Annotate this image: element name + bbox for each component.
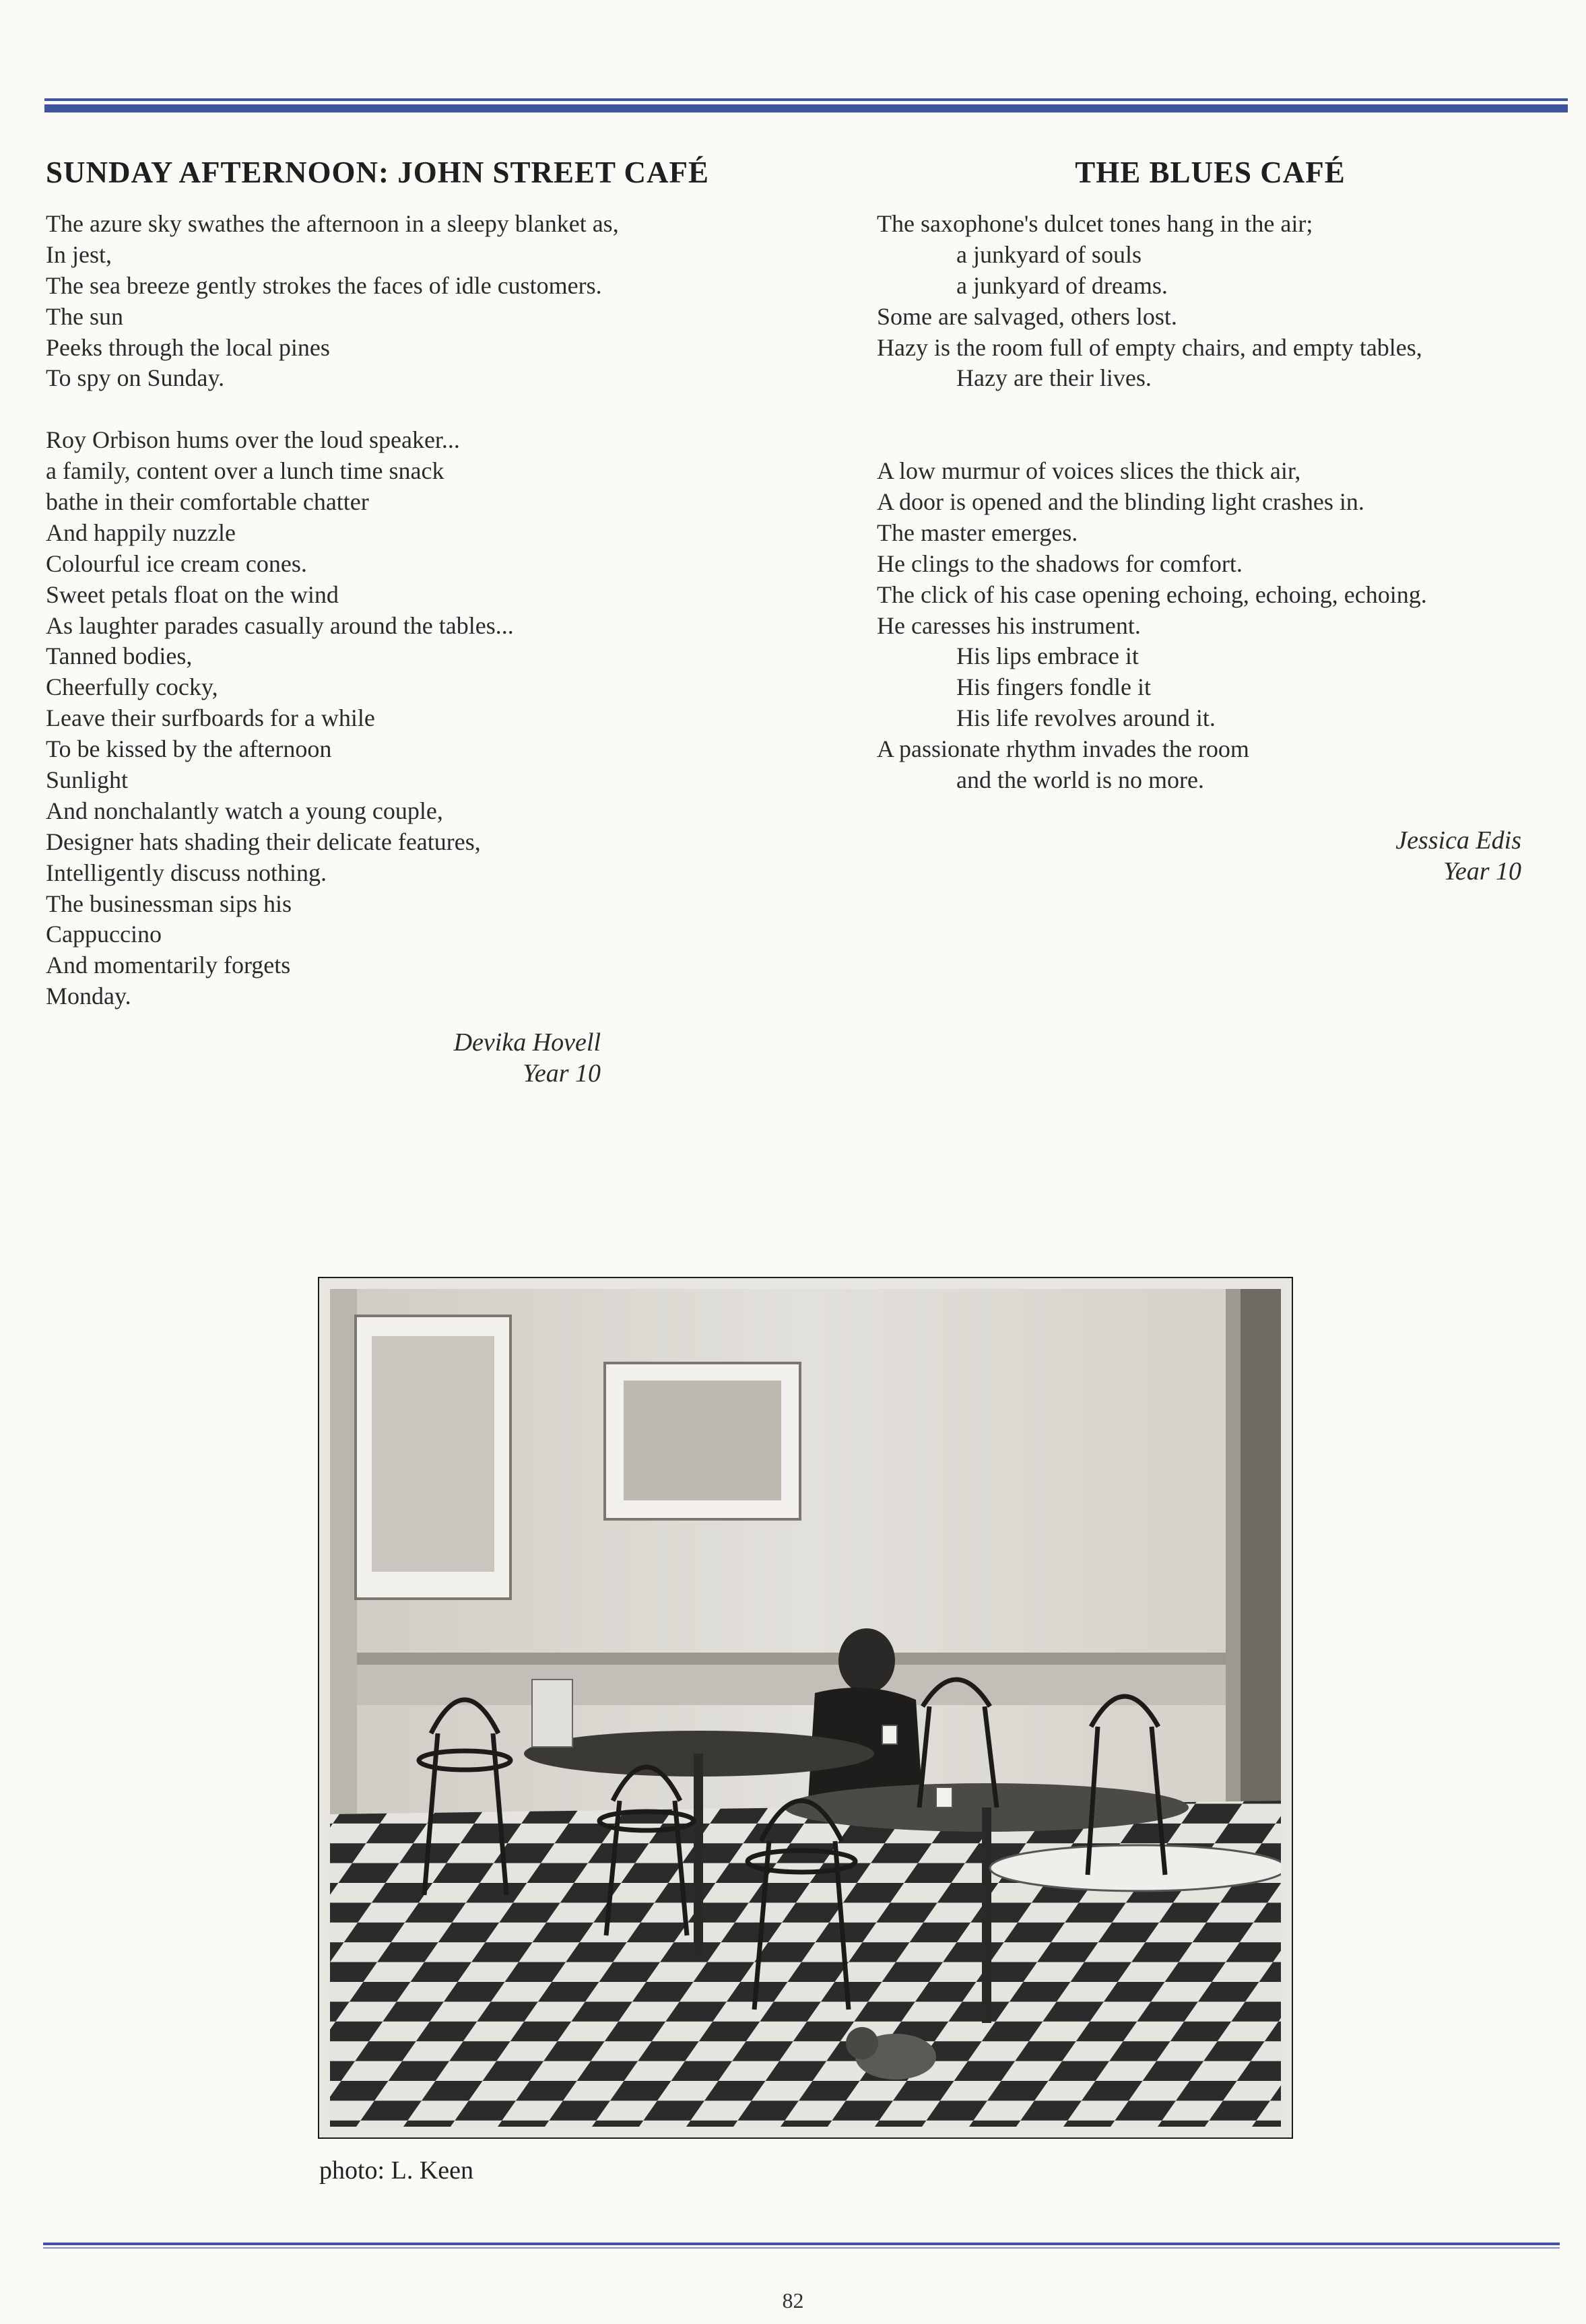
poem-line: He clings to the shadows for comfort. [877, 550, 1243, 577]
right-poem-byline [877, 825, 1521, 887]
right-poem-year: Year 10 [1443, 857, 1521, 886]
poem-line: bathe in their comfortable chatter [46, 488, 369, 516]
left-poem-title: SUNDAY AFTERNOON: JOHN STREET CAFÉ [46, 156, 709, 189]
left-poem-stanza-2 [46, 425, 827, 1012]
poem-line: The master emerges. [877, 519, 1078, 546]
poem-line: A door is opened and the blinding light crashes in. [877, 488, 1364, 516]
poem-line: Intelligently discuss nothing. [46, 859, 327, 886]
poem-line: Designer hats shading their delicate features, [46, 828, 481, 855]
poem-line: Sweet petals float on the wind [46, 580, 339, 608]
right-poem-stanza-2 [877, 456, 1544, 796]
stanza-gap [877, 394, 1544, 425]
poem-line: Peeks through the local pines [46, 333, 330, 361]
poem-line: And nonchalantly watch a young couple, [46, 797, 443, 824]
poem-line: The azure sky swathes the afternoon in a sleepy blanket as, [46, 210, 619, 237]
poem-line: a junkyard of souls [956, 240, 1142, 268]
top-rule-thin-line [44, 98, 1568, 101]
poem-line: Some are salvaged, others lost. [877, 302, 1177, 330]
poem-line: The click of his case opening echoing, echoing, echoing. [877, 580, 1427, 608]
left-poem-year: Year 10 [523, 1059, 601, 1088]
poem-line: The saxophone's dulcet tones hang in the air; [877, 210, 1313, 237]
poem-line: In jest, [46, 240, 112, 268]
cafe-photo-illustration [330, 1289, 1281, 2127]
poem-line: His fingers fondle it [956, 673, 1151, 701]
poem-line: The sea breeze gently strokes the faces of idle customers. [46, 271, 602, 299]
poem-line: He caresses his instrument. [877, 611, 1141, 639]
top-rule-thick-line [44, 104, 1568, 112]
poem-line: A passionate rhythm invades the room [877, 735, 1249, 763]
poem-line: To be kissed by the afternoon [46, 735, 332, 763]
poem-line: And happily nuzzle [46, 519, 236, 546]
poem-line: His lips embrace it [956, 642, 1139, 670]
poem-line: The sun [46, 302, 123, 330]
bottom-rule-line [43, 2243, 1560, 2245]
left-poem-column [46, 154, 827, 1089]
top-rule [44, 98, 1568, 113]
poem-line: Hazy is the room full of empty chairs, and empty tables, [877, 333, 1422, 361]
cafe-photo [318, 1277, 1293, 2139]
poem-line: Colourful ice cream cones. [46, 550, 307, 577]
stanza-gap [877, 425, 1544, 456]
stanza-gap [46, 394, 827, 425]
poem-line: Monday. [46, 983, 131, 1010]
poem-line: Tanned bodies, [46, 642, 193, 670]
bottom-rule [43, 2243, 1560, 2249]
right-poem-stanza-1 [877, 209, 1544, 394]
bottom-rule-line-thin [43, 2247, 1560, 2249]
poem-line: Sunlight [46, 766, 129, 794]
right-poem-author: Jessica Edis [1395, 826, 1521, 855]
left-poem-stanza-1 [46, 209, 827, 394]
poem-line: And momentarily forgets [46, 952, 291, 979]
poem-line: Leave their surfboards for a while [46, 704, 375, 732]
poem-line: Hazy are their lives. [956, 364, 1152, 392]
left-poem-author: Devika Hovell [453, 1028, 601, 1057]
photo-caption: photo: L. Keen [319, 2156, 474, 2185]
poem-line: The businessman sips his [46, 890, 292, 917]
page-number: 82 [782, 2288, 804, 2313]
poem-line: His life revolves around it. [956, 704, 1216, 732]
right-poem-column [877, 154, 1544, 887]
poem-line: a family, content over a lunch time snack [46, 457, 444, 485]
poem-line: and the world is no more. [956, 766, 1204, 794]
right-poem-title: THE BLUES CAFÉ [1075, 156, 1346, 189]
poem-line: As laughter parades casually around the tables... [46, 611, 514, 639]
poem-line: Roy Orbison hums over the loud speaker... [46, 426, 460, 454]
poem-line: A low murmur of voices slices the thick air, [877, 457, 1301, 485]
poem-line: To spy on Sunday. [46, 364, 225, 392]
poem-line: Cappuccino [46, 921, 162, 948]
poem-line: Cheerfully cocky, [46, 673, 218, 701]
left-poem-byline [46, 1027, 601, 1089]
poem-line: a junkyard of dreams. [956, 271, 1168, 299]
